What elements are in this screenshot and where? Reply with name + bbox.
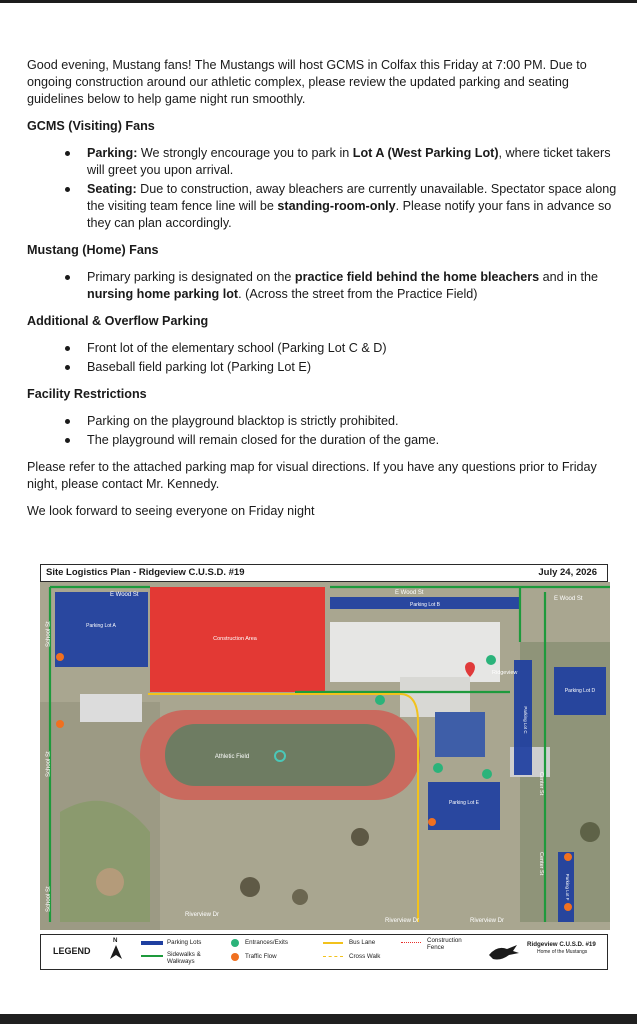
north-arrow-icon (109, 945, 123, 959)
street-label-school-mid: School St (46, 751, 52, 777)
visiting-list (27, 145, 623, 232)
lot-e-label: Parking Lot E (448, 800, 480, 806)
legend-title: LEGEND (53, 946, 91, 956)
swatch-sidewalk (141, 955, 163, 957)
legend-sidewalks: Sidewalks & Walkways (167, 951, 201, 965)
overflow-heading: Additional & Overflow Parking (27, 314, 209, 328)
map-title: Site Logistics Plan - Ridgeview C.U.S.D. #19 (46, 567, 245, 578)
lot-f-label: Parking Lot F (565, 873, 570, 901)
entrance-marker-icon (375, 695, 385, 705)
list-item: The playground will remain closed for the duration of the game. (27, 432, 623, 449)
closing-line: We look forward to seeing everyone on Friday night (27, 504, 315, 518)
north-label: N (113, 937, 118, 944)
athletic-field-label: Athletic Field (214, 754, 250, 760)
parking-lot-c (514, 660, 532, 775)
home-heading: Mustang (Home) Fans (27, 243, 159, 257)
site-logistics-map (40, 564, 610, 972)
closing-paragraph: Please refer to the attached parking map for visual directions. If you have any questions prior to Friday night, please contact Mr. Kennedy. (27, 460, 597, 491)
swatch-construction-fence (401, 942, 421, 943)
parking-lot-e (428, 782, 500, 830)
street-label-e-wood-far: E Wood St (554, 596, 583, 602)
restrictions-heading: Facility Restrictions (27, 387, 147, 401)
legend-entrances: Entrances/Exits (245, 939, 288, 946)
list-item: Front lot of the elementary school (Parking Lot C & D) (27, 340, 623, 357)
intro-paragraph: Good evening, Mustang fans! The Mustangs will host GCMS in Colfax this Friday at 7:00 PM. Due to ongoing construction around our athletic complex, please review the updated parking and seating guidelines below to help game night run smoothly. (27, 58, 587, 106)
street-label-school-south: School St (46, 886, 52, 912)
entrance-marker-icon (433, 763, 443, 773)
street-label-riverview-mid: Riverview Dr (385, 918, 420, 924)
street-label-school-north: School St (46, 621, 52, 647)
swatch-parking (141, 941, 163, 945)
legend-parking: Parking Lots (167, 939, 202, 946)
legend-traffic: Traffic Flow (245, 953, 277, 960)
restrictions-list (27, 413, 623, 449)
visiting-parking-item: Parking: We strongly encourage you to park in Lot A (West Parking Lot), where ticket takers will greet you upon arrival. (27, 145, 623, 179)
traffic-legend-icon (231, 953, 239, 961)
home-list (27, 269, 623, 303)
traffic-flow-icon (428, 818, 436, 826)
traffic-flow-icon (564, 903, 572, 911)
list-item: Baseball field parking lot (Parking Lot E) (27, 359, 623, 376)
swatch-cross-walk (323, 956, 343, 957)
map-date: July 24, 2026 (538, 567, 597, 578)
overflow-list (27, 340, 623, 376)
map-legend (40, 934, 608, 970)
lot-c-label: Parking Lot C (523, 706, 528, 734)
street-label-center-south: Center St (538, 852, 544, 876)
street-label-riverview-west: Riverview Dr (185, 912, 220, 918)
traffic-flow-icon (56, 653, 64, 661)
street-label-e-wood-west: E Wood St (110, 592, 139, 598)
street-label-center-north: Center St (538, 772, 544, 796)
visiting-seating-item: Seating: Due to construction, away bleachers are currently unavailable. Spectator space along the visiting team fence line will be standing-room-only. Please notify your fans in advance so they can plan accordingly. (27, 181, 623, 232)
entrance-marker-icon (486, 655, 496, 665)
parking-lot-a (55, 592, 148, 667)
street-label-riverview-east: Riverview Dr (470, 918, 505, 924)
traffic-flow-icon (564, 853, 572, 861)
legend-construction-fence: Construction Fence (427, 937, 462, 951)
mustang-logo-icon (487, 941, 521, 963)
home-parking-item: Primary parking is designated on the practice field behind the home bleachers and in the nursing home parking lot. (Across the street from the Practice Field) (27, 269, 623, 303)
baseball-field (60, 801, 150, 922)
map-header (40, 564, 608, 582)
visiting-heading: GCMS (Visiting) Fans (27, 119, 155, 133)
street-label-e-wood-east: E Wood St (395, 590, 424, 596)
list-item: Parking on the playground blacktop is strictly prohibited. (27, 413, 623, 430)
school-building (330, 622, 500, 682)
top-edge-bar (0, 0, 637, 3)
bottom-edge-bar (0, 1014, 637, 1024)
legend-cross-walk: Cross Walk (349, 953, 381, 960)
entrance-legend-icon (231, 939, 239, 947)
traffic-flow-icon (56, 720, 64, 728)
announcement-document (27, 57, 623, 530)
lot-b-label: Parking Lot B (409, 602, 441, 608)
legend-brand: Ridgeview C.U.S.D. #19 (527, 941, 596, 948)
construction-label: Construction Area (213, 636, 257, 642)
legend-bus-lane: Bus Lane (349, 939, 376, 946)
athletic-field (165, 724, 395, 786)
swatch-bus-lane (323, 942, 343, 944)
entrance-marker-icon (482, 769, 492, 779)
lot-d-label: Parking Lot D (564, 688, 596, 694)
legend-brand-sub: Home of the Mustangs (537, 949, 588, 955)
aerial-map-image (40, 582, 610, 930)
lot-a-label: Parking Lot A (86, 623, 116, 629)
building-label-ridgeview: Ridgeview (492, 670, 518, 676)
